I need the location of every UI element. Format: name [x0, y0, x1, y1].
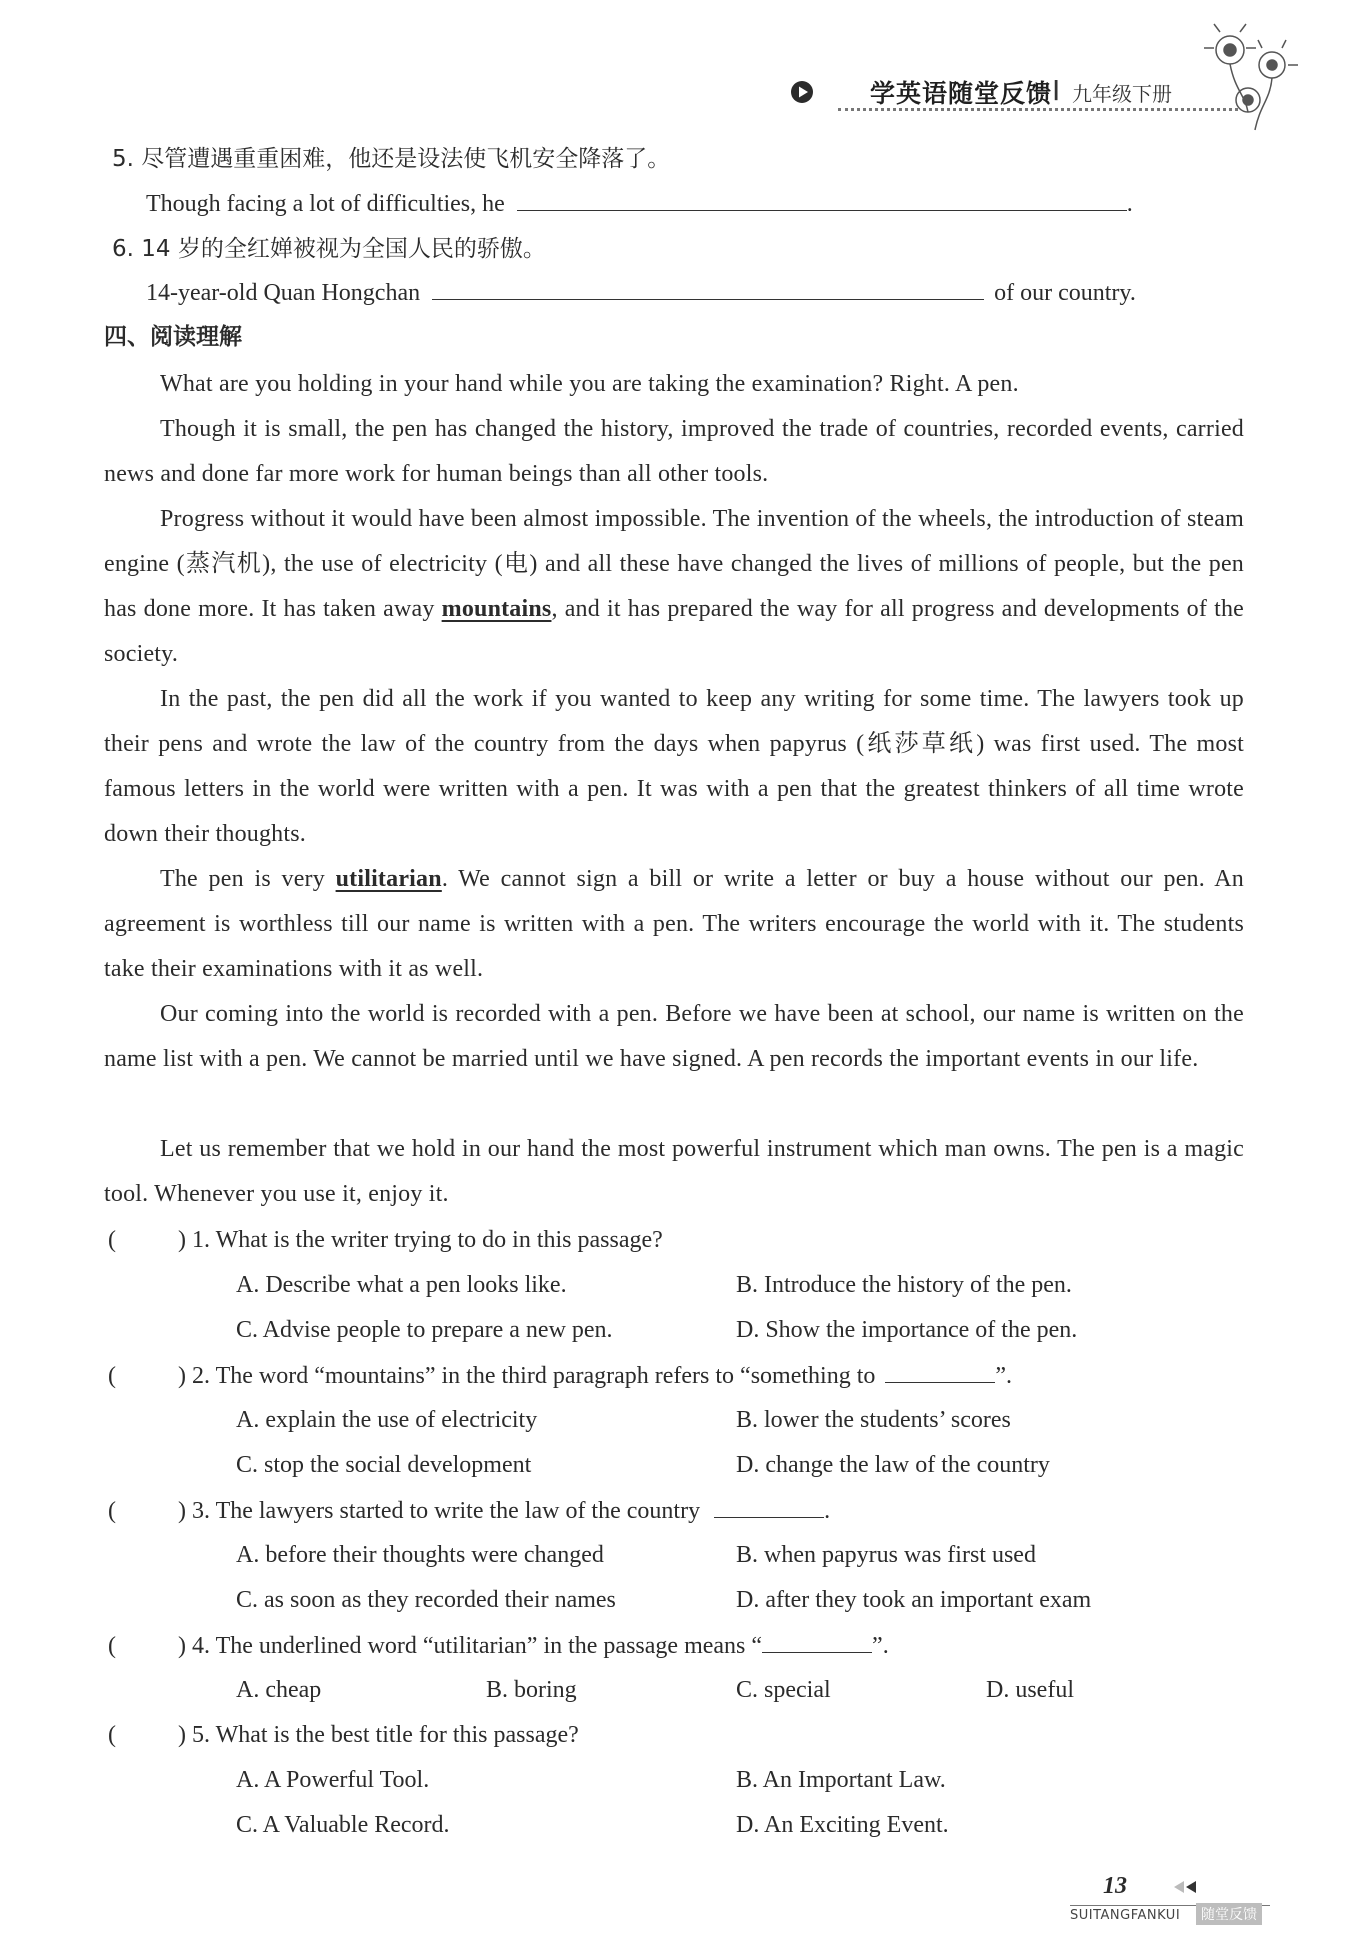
double-left-arrow-icon	[1172, 1880, 1198, 1894]
question-1	[108, 1225, 663, 1255]
answer-paren-open: (	[108, 1363, 116, 1389]
answer-paren-open: (	[108, 1227, 116, 1253]
answer-paren-close: )	[178, 1498, 186, 1524]
question-stem: 3. The lawyers started to write the law of the country	[192, 1498, 701, 1524]
footer-badge: 随堂反馈	[1196, 1903, 1262, 1925]
q4-stem-blank[interactable]	[762, 1630, 872, 1653]
translation-q6-english	[146, 277, 1136, 308]
question-stem: 2. The word “mountains” in the third paragraph refers to “something to	[192, 1363, 876, 1389]
q3-option-a[interactable]: A. before their thoughts were changed	[236, 1542, 604, 1568]
answer-paren-open: (	[108, 1633, 116, 1659]
brand-title: 学英语随堂反馈	[870, 79, 1053, 108]
q4-option-a[interactable]: A. cheap	[236, 1677, 322, 1703]
q3-option-d[interactable]: D. after they took an important exam	[736, 1587, 1092, 1613]
q3-option-c[interactable]: C. as soon as they recorded their names	[236, 1587, 616, 1613]
header-separator: I	[1052, 74, 1061, 107]
answer-paren-close: )	[178, 1633, 186, 1659]
p3-text-before: Progress without it would have been almost impossible. The invention of the wheels, the introduction of steam engine (蒸汽机), the use of electricity (电) and all these have changed the lives of millions of people, but the pen has done more. It has taken away	[104, 506, 1244, 622]
question-3	[108, 1495, 830, 1526]
q2-option-d[interactable]: D. change the law of the country	[736, 1452, 1050, 1478]
q5-option-a[interactable]: A. A Powerful Tool.	[236, 1767, 430, 1793]
q2-option-b[interactable]: B. lower the students’ scores	[736, 1407, 1011, 1433]
passage-paragraph-3	[104, 497, 1244, 677]
translation-q5-end: .	[1126, 191, 1133, 217]
p3-text-after: , and it has prepared the way for all progress and developments of the society.	[104, 596, 1245, 667]
translation-q5-prompt: Though facing a lot of difficulties, he	[146, 191, 505, 217]
q4-option-d[interactable]: D. useful	[986, 1677, 1074, 1703]
question-stem-end: .	[824, 1498, 831, 1524]
passage-paragraph-7: Let us remember that we hold in our hand the most powerful instrument which man owns. The pen is a magic tool. Whenever you use it, enjoy it.	[104, 1136, 1244, 1207]
answer-paren-open: (	[108, 1498, 116, 1524]
passage-paragraph-6: Our coming into the world is recorded with a pen. Before we have been at school, our name is written on the name list with a pen. We cannot be married until we have signed. A pen records the important events in our life.	[104, 1001, 1244, 1072]
q3-option-b[interactable]: B. when papyrus was first used	[736, 1542, 1036, 1568]
question-stem: 4. The underlined word “utilitarian” in the passage means “	[192, 1633, 763, 1659]
translation-q6-chinese: 6. 14 岁的全红婵被视为全国人民的骄傲。	[112, 236, 546, 262]
q1-option-c[interactable]: C. Advise people to prepare a new pen.	[236, 1317, 613, 1343]
header-dotted-rule	[838, 108, 1238, 111]
translation-q5-english	[146, 188, 1133, 219]
translation-q6-end: of our country.	[994, 280, 1136, 306]
q1-option-a[interactable]: A. Describe what a pen looks like.	[236, 1272, 567, 1298]
q5-option-d[interactable]: D. An Exciting Event.	[736, 1812, 949, 1838]
page-number: 13	[1103, 1873, 1127, 1899]
translation-q5-answer-blank[interactable]	[517, 188, 1127, 211]
q2-option-a[interactable]: A. explain the use of electricity	[236, 1407, 538, 1433]
footer-pinyin: SUITANGFANKUI	[1070, 1908, 1181, 1923]
passage-paragraph-2: Though it is small, the pen has changed the history, improved the trade of countries, recorded events, carried news and done far more work for human beings than all other tools.	[104, 416, 1244, 487]
reading-section-title: 四、阅读理解	[104, 324, 242, 350]
translation-q5-chinese: 5. 尽管遭遇重重困难，他还是设法使飞机安全降落了。	[112, 146, 671, 172]
grade-label: 九年级下册	[1072, 82, 1172, 106]
p5-text-after: . We cannot sign a bill or write a letter or buy a house without our pen. An agreement is worthless till our name is written with a pen. The writers encourage the world with it. The students take their examinations with it as well.	[104, 866, 1244, 982]
question-stem: 1. What is the writer trying to do in this passage?	[192, 1227, 663, 1253]
p5-text-before: The pen is very	[160, 866, 336, 892]
passage-paragraph-5	[104, 857, 1244, 992]
q4-option-c[interactable]: C. special	[736, 1677, 831, 1703]
passage-paragraph-4: In the past, the pen did all the work if you wanted to keep any writing for some time. The lawyers took up their pens and wrote the law of the country from the days when papyrus (纸莎草纸) was first used. The most famous letters in the world were written with a pen. It was with a pen that the greatest thinkers of all time wrote down their thoughts.	[104, 686, 1244, 847]
flower-decoration-icon	[1200, 20, 1310, 150]
q5-option-b[interactable]: B. An Important Law.	[736, 1767, 946, 1793]
question-stem-end: ”.	[872, 1633, 889, 1659]
answer-paren-close: )	[178, 1227, 186, 1253]
question-5	[108, 1720, 579, 1750]
answer-paren-close: )	[178, 1722, 186, 1748]
answer-paren-open: (	[108, 1722, 116, 1748]
translation-q6-prompt: 14-year-old Quan Hongchan	[146, 280, 421, 306]
play-circle-icon	[790, 80, 814, 104]
q1-option-b[interactable]: B. Introduce the history of the pen.	[736, 1272, 1072, 1298]
q5-option-c[interactable]: C. A Valuable Record.	[236, 1812, 450, 1838]
passage-paragraph-1: What are you holding in your hand while you are taking the examination? Right. A pen.	[160, 371, 1019, 397]
q2-option-c[interactable]: C. stop the social development	[236, 1452, 532, 1478]
underlined-word-utilitarian: utilitarian	[335, 866, 442, 892]
q1-option-d[interactable]: D. Show the importance of the pen.	[736, 1317, 1078, 1343]
q4-option-b[interactable]: B. boring	[486, 1677, 577, 1703]
question-2	[108, 1360, 1012, 1391]
question-stem-end: ”.	[995, 1363, 1013, 1389]
q3-stem-blank[interactable]	[714, 1495, 824, 1518]
question-stem: 5. What is the best title for this passage?	[192, 1722, 579, 1748]
question-4	[108, 1630, 889, 1661]
q2-stem-blank[interactable]	[885, 1360, 995, 1383]
underlined-word-mountains: mountains	[441, 596, 552, 622]
translation-q6-answer-blank[interactable]	[432, 277, 984, 300]
answer-paren-close: )	[178, 1363, 186, 1389]
